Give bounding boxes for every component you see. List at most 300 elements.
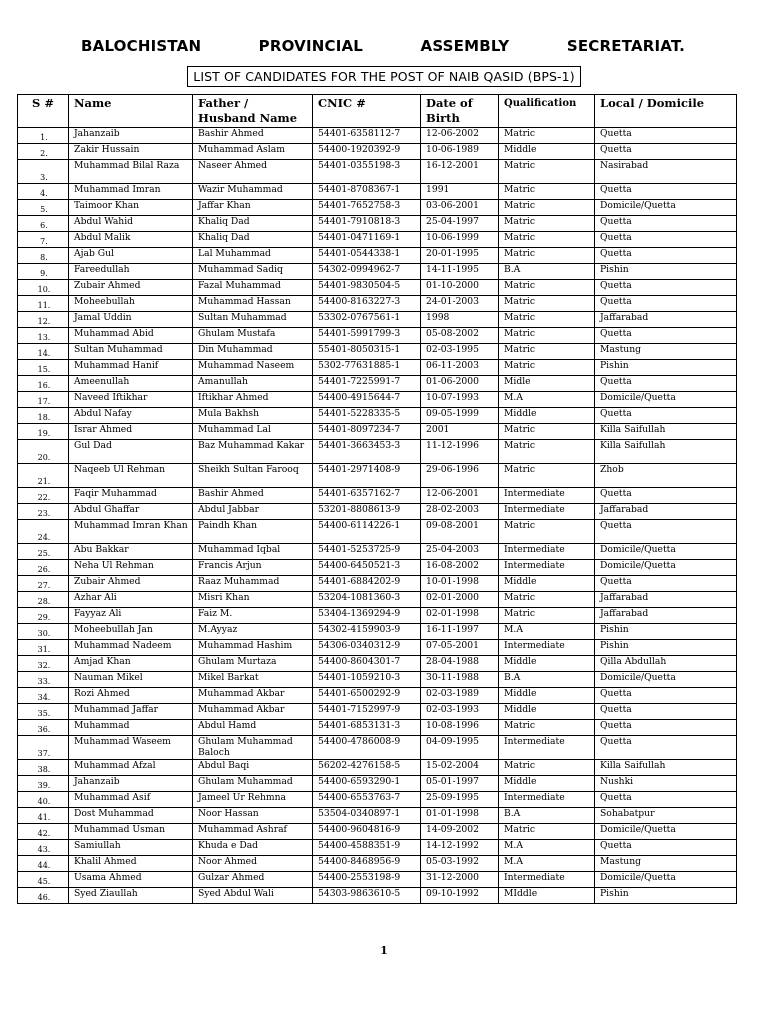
cnic-cell: 54306-0340312-9 — [313, 640, 421, 656]
domicile-cell: Quetta — [595, 488, 737, 504]
table-row — [18, 760, 737, 776]
qualification-cell: M.A — [499, 392, 595, 408]
cnic-cell: 53504-0340897-1 — [313, 808, 421, 824]
table-row — [18, 200, 737, 216]
dob-cell: 16-08-2002 — [421, 560, 499, 576]
serial-number-cell: 40. — [18, 792, 69, 808]
table-row — [18, 464, 737, 488]
serial-number-cell: 16. — [18, 376, 69, 392]
table-row — [18, 328, 737, 344]
father-name-cell: Noor Hassan — [193, 808, 313, 824]
name-cell: Neha Ul Rehman — [69, 560, 193, 576]
name-cell: Abdul Malik — [69, 232, 193, 248]
domicile-cell: Quetta — [595, 144, 737, 160]
serial-number-cell: 24. — [18, 520, 69, 544]
name-cell: Zubair Ahmed — [69, 280, 193, 296]
cnic-cell: 54401-3663453-3 — [313, 440, 421, 464]
table-row — [18, 688, 737, 704]
serial-number-cell: 25. — [18, 544, 69, 560]
domicile-cell: Domicile/Quetta — [595, 824, 737, 840]
cnic-cell: 54303-9863610-5 — [313, 888, 421, 904]
name-cell: Moheebullah Jan — [69, 624, 193, 640]
father-name-cell: Fazal Muhammad — [193, 280, 313, 296]
dob-cell: 1991 — [421, 184, 499, 200]
serial-number-cell: 44. — [18, 856, 69, 872]
name-cell: Amjad Khan — [69, 656, 193, 672]
cnic-cell: 54401-0544338-1 — [313, 248, 421, 264]
father-name-cell: Paindh Khan — [193, 520, 313, 544]
father-name-cell: Bashir Ahmed — [193, 128, 313, 144]
cnic-cell: 54400-4588351-9 — [313, 840, 421, 856]
qualification-cell: Middle — [499, 408, 595, 424]
table-row — [18, 264, 737, 280]
qualification-cell: Intermediate — [499, 640, 595, 656]
dob-cell: 16-11-1997 — [421, 624, 499, 640]
name-cell: Zakir Hussain — [69, 144, 193, 160]
name-cell: Fareedullah — [69, 264, 193, 280]
table-row — [18, 232, 737, 248]
header-domicile: Local / Domicile — [595, 95, 737, 128]
table-row — [18, 640, 737, 656]
name-cell: Azhar Ali — [69, 592, 193, 608]
serial-number-cell: 21. — [18, 464, 69, 488]
domicile-cell: Quetta — [595, 720, 737, 736]
domicile-cell: Domicile/Quetta — [595, 392, 737, 408]
serial-number-cell: 43. — [18, 840, 69, 856]
father-name-cell: M.Ayyaz — [193, 624, 313, 640]
name-cell: Jahanzaib — [69, 128, 193, 144]
father-name-cell: Sheikh Sultan Farooq — [193, 464, 313, 488]
name-cell: Faqir Muhammad — [69, 488, 193, 504]
qualification-cell: Matric — [499, 328, 595, 344]
father-name-cell: Muhammad Hassan — [193, 296, 313, 312]
dob-cell: 14-11-1995 — [421, 264, 499, 280]
domicile-cell: Quetta — [595, 328, 737, 344]
qualification-cell: Middle — [499, 688, 595, 704]
table-header-row — [18, 95, 737, 128]
serial-number-cell: 30. — [18, 624, 69, 640]
domicile-cell: Jaffarabad — [595, 504, 737, 520]
father-name-cell: Muhammad Ashraf — [193, 824, 313, 840]
serial-number-cell: 38. — [18, 760, 69, 776]
qualification-cell: Matric — [499, 592, 595, 608]
cnic-cell: 54400-6553763-7 — [313, 792, 421, 808]
domicile-cell: Quetta — [595, 736, 737, 760]
domicile-cell: Pishin — [595, 264, 737, 280]
cnic-cell: 54401-6358112-7 — [313, 128, 421, 144]
serial-number-cell: 26. — [18, 560, 69, 576]
table-row — [18, 216, 737, 232]
name-cell: Muhammad Afzal — [69, 760, 193, 776]
dob-cell: 25-04-1997 — [421, 216, 499, 232]
name-cell: Muhammad Nadeem — [69, 640, 193, 656]
qualification-cell: M.A — [499, 856, 595, 872]
serial-number-cell: 27. — [18, 576, 69, 592]
qualification-cell: Matric — [499, 160, 595, 184]
cnic-cell: 54400-8604301-7 — [313, 656, 421, 672]
father-name-cell: Raaz Muhammad — [193, 576, 313, 592]
serial-number-cell: 32. — [18, 656, 69, 672]
cnic-cell: 54401-6357162-7 — [313, 488, 421, 504]
dob-cell: 09-05-1999 — [421, 408, 499, 424]
name-cell: Samiullah — [69, 840, 193, 856]
father-name-cell: Wazir Muhammad — [193, 184, 313, 200]
domicile-cell: Nushki — [595, 776, 737, 792]
qualification-cell: Matric — [499, 312, 595, 328]
serial-number-cell: 35. — [18, 704, 69, 720]
dob-cell: 12-06-2002 — [421, 128, 499, 144]
domicile-cell: Pishin — [595, 888, 737, 904]
serial-number-cell: 15. — [18, 360, 69, 376]
domicile-cell: Pishin — [595, 640, 737, 656]
father-name-cell: Abdul Hamd — [193, 720, 313, 736]
cnic-cell: 54401-6500292-9 — [313, 688, 421, 704]
header-qualification: Qualification — [499, 95, 595, 128]
qualification-cell: Middle — [499, 656, 595, 672]
table-row — [18, 280, 737, 296]
qualification-cell: M.A — [499, 624, 595, 640]
dob-cell: 30-11-1988 — [421, 672, 499, 688]
qualification-cell: Matric — [499, 608, 595, 624]
name-cell: Jahanzaib — [69, 776, 193, 792]
cnic-cell: 56202-4276158-5 — [313, 760, 421, 776]
table-row — [18, 392, 737, 408]
dob-cell: 24-01-2003 — [421, 296, 499, 312]
dob-cell: 05-03-1992 — [421, 856, 499, 872]
dob-cell: 29-06-1996 — [421, 464, 499, 488]
domicile-cell: Quetta — [595, 792, 737, 808]
father-name-cell: Mula Bakhsh — [193, 408, 313, 424]
table-row — [18, 888, 737, 904]
table-row — [18, 424, 737, 440]
dob-cell: 05-01-1997 — [421, 776, 499, 792]
serial-number-cell: 29. — [18, 608, 69, 624]
cnic-cell: 54401-7152997-9 — [313, 704, 421, 720]
domicile-cell: Killa Saifullah — [595, 440, 737, 464]
name-cell: Usama Ahmed — [69, 872, 193, 888]
serial-number-cell: 18. — [18, 408, 69, 424]
domicile-cell: Domicile/Quetta — [595, 872, 737, 888]
qualification-cell: Matric — [499, 440, 595, 464]
serial-number-cell: 14. — [18, 344, 69, 360]
qualification-cell: Midle — [499, 376, 595, 392]
cnic-cell: 54401-6853131-3 — [313, 720, 421, 736]
serial-number-cell: 20. — [18, 440, 69, 464]
name-cell: Taimoor Khan — [69, 200, 193, 216]
father-name-cell: Amanullah — [193, 376, 313, 392]
qualification-cell: Intermediate — [499, 736, 595, 760]
domicile-cell: Pishin — [595, 360, 737, 376]
table-body — [18, 128, 737, 904]
dob-cell: 15-02-2004 — [421, 760, 499, 776]
father-name-cell: Bashir Ahmed — [193, 488, 313, 504]
domicile-cell: Quetta — [595, 280, 737, 296]
table-row — [18, 408, 737, 424]
serial-number-cell: 10. — [18, 280, 69, 296]
qualification-cell: Matric — [499, 232, 595, 248]
table-row — [18, 672, 737, 688]
cnic-cell: 54401-6884202-9 — [313, 576, 421, 592]
serial-number-cell: 34. — [18, 688, 69, 704]
dob-cell: 02-03-1989 — [421, 688, 499, 704]
domicile-cell: Zhob — [595, 464, 737, 488]
domicile-cell: Quetta — [595, 232, 737, 248]
domicile-cell: Jaffarabad — [595, 592, 737, 608]
table-row — [18, 576, 737, 592]
serial-number-cell: 31. — [18, 640, 69, 656]
qualification-cell: Matric — [499, 520, 595, 544]
name-cell: Khalil Ahmed — [69, 856, 193, 872]
document-title: BALOCHISTAN PROVINCIAL ASSEMBLY SECRETARIAT. — [81, 37, 685, 55]
table-row — [18, 560, 737, 576]
qualification-cell: Middle — [499, 704, 595, 720]
table-row — [18, 440, 737, 464]
dob-cell: 02-03-1993 — [421, 704, 499, 720]
name-cell: Ameenullah — [69, 376, 193, 392]
qualification-cell: B.A — [499, 672, 595, 688]
serial-number-cell: 19. — [18, 424, 69, 440]
father-name-cell: Francis Arjun — [193, 560, 313, 576]
serial-number-cell: 46. — [18, 888, 69, 904]
table-row — [18, 296, 737, 312]
serial-number-cell: 7. — [18, 232, 69, 248]
serial-number-cell: 13. — [18, 328, 69, 344]
dob-cell: 03-06-2001 — [421, 200, 499, 216]
father-name-cell: Noor Ahmed — [193, 856, 313, 872]
subtitle-box: LIST OF CANDIDATES FOR THE POST OF NAIB QASID (BPS-1) — [187, 66, 580, 87]
father-name-cell: Muhammad Iqbal — [193, 544, 313, 560]
dob-cell: 14-09-2002 — [421, 824, 499, 840]
table-row — [18, 248, 737, 264]
cnic-cell: 54401-7652758-3 — [313, 200, 421, 216]
father-name-cell: Faiz M. — [193, 608, 313, 624]
table-row — [18, 872, 737, 888]
header-sno: S # — [18, 95, 69, 128]
qualification-cell: Intermediate — [499, 488, 595, 504]
serial-number-cell: 12. — [18, 312, 69, 328]
father-name-cell: Ghulam Muhammad — [193, 776, 313, 792]
name-cell: Muhammad Hanif — [69, 360, 193, 376]
domicile-cell: Quetta — [595, 840, 737, 856]
cnic-cell: 54401-5253725-9 — [313, 544, 421, 560]
table-row — [18, 312, 737, 328]
dob-cell: 10-01-1998 — [421, 576, 499, 592]
serial-number-cell: 39. — [18, 776, 69, 792]
table-row — [18, 840, 737, 856]
cnic-cell: 54400-8163227-3 — [313, 296, 421, 312]
serial-number-cell: 22. — [18, 488, 69, 504]
cnic-cell: 54401-8708367-1 — [313, 184, 421, 200]
dob-cell: 10-08-1996 — [421, 720, 499, 736]
domicile-cell: Quetta — [595, 408, 737, 424]
qualification-cell: Matric — [499, 216, 595, 232]
domicile-cell: Killa Saifullah — [595, 424, 737, 440]
domicile-cell: Jaffarabad — [595, 312, 737, 328]
dob-cell: 09-10-1992 — [421, 888, 499, 904]
dob-cell: 31-12-2000 — [421, 872, 499, 888]
domicile-cell: Quetta — [595, 376, 737, 392]
qualification-cell: Middle — [499, 144, 595, 160]
serial-number-cell: 42. — [18, 824, 69, 840]
name-cell: Muhammad Imran Khan — [69, 520, 193, 544]
qualification-cell: B.A — [499, 264, 595, 280]
serial-number-cell: 17. — [18, 392, 69, 408]
domicile-cell: Quetta — [595, 688, 737, 704]
father-name-cell: Syed Abdul Wali — [193, 888, 313, 904]
qualification-cell: Matric — [499, 720, 595, 736]
dob-cell: 05-08-2002 — [421, 328, 499, 344]
father-name-cell: Sultan Muhammad — [193, 312, 313, 328]
domicile-cell: Sohabatpur — [595, 808, 737, 824]
qualification-cell: Matric — [499, 464, 595, 488]
cnic-cell: 53204-1081360-3 — [313, 592, 421, 608]
qualification-cell: Matric — [499, 184, 595, 200]
name-cell: Moheebullah — [69, 296, 193, 312]
father-name-cell: Mikel Barkat — [193, 672, 313, 688]
serial-number-cell: 28. — [18, 592, 69, 608]
name-cell: Fayyaz Ali — [69, 608, 193, 624]
domicile-cell: Domicile/Quetta — [595, 200, 737, 216]
cnic-cell: 54400-4786008-9 — [313, 736, 421, 760]
domicile-cell: Quetta — [595, 248, 737, 264]
serial-number-cell: 1. — [18, 128, 69, 144]
page-number: 1 — [380, 944, 388, 957]
name-cell: Naqeeb Ul Rehman — [69, 464, 193, 488]
name-cell: Muhammad Bilal Raza — [69, 160, 193, 184]
name-cell: Muhammad Imran — [69, 184, 193, 200]
table-row — [18, 704, 737, 720]
dob-cell: 10-07-1993 — [421, 392, 499, 408]
dob-cell: 10-06-1989 — [421, 144, 499, 160]
father-name-cell: Ghulam Mustafa — [193, 328, 313, 344]
qualification-cell: Matric — [499, 248, 595, 264]
domicile-cell: Qilla Abdullah — [595, 656, 737, 672]
father-name-cell: Ghulam Murtaza — [193, 656, 313, 672]
dob-cell: 12-06-2001 — [421, 488, 499, 504]
cnic-cell: 54401-9830504-5 — [313, 280, 421, 296]
dob-cell: 20-01-1995 — [421, 248, 499, 264]
name-cell: Israr Ahmed — [69, 424, 193, 440]
name-cell: Syed Ziaullah — [69, 888, 193, 904]
name-cell: Muhammad Asif — [69, 792, 193, 808]
cnic-cell: 54401-8097234-7 — [313, 424, 421, 440]
serial-number-cell: 5. — [18, 200, 69, 216]
serial-number-cell: 37. — [18, 736, 69, 760]
header-cnic: CNIC # — [313, 95, 421, 128]
serial-number-cell: 36. — [18, 720, 69, 736]
table-row — [18, 544, 737, 560]
domicile-cell: Nasirabad — [595, 160, 737, 184]
name-cell: Muhammad Jaffar — [69, 704, 193, 720]
dob-cell: 25-09-1995 — [421, 792, 499, 808]
qualification-cell: Intermediate — [499, 544, 595, 560]
father-name-cell: Khaliq Dad — [193, 232, 313, 248]
table-row — [18, 488, 737, 504]
cnic-cell: 55401-8050315-1 — [313, 344, 421, 360]
qualification-cell: Middle — [499, 576, 595, 592]
serial-number-cell: 45. — [18, 872, 69, 888]
dob-cell: 11-12-1996 — [421, 440, 499, 464]
father-name-cell: Khuda e Dad — [193, 840, 313, 856]
name-cell: Abdul Nafay — [69, 408, 193, 424]
dob-cell: 16-12-2001 — [421, 160, 499, 184]
father-name-cell: Gulzar Ahmed — [193, 872, 313, 888]
name-cell: Gul Dad — [69, 440, 193, 464]
name-cell: Abu Bakkar — [69, 544, 193, 560]
table-row — [18, 608, 737, 624]
serial-number-cell: 33. — [18, 672, 69, 688]
qualification-cell: M.A — [499, 840, 595, 856]
name-cell: Nauman Mikel — [69, 672, 193, 688]
dob-cell: 09-08-2001 — [421, 520, 499, 544]
qualification-cell: Intermediate — [499, 560, 595, 576]
qualification-cell: Intermediate — [499, 872, 595, 888]
name-cell: Muhammad — [69, 720, 193, 736]
father-name-cell: Lal Muhammad — [193, 248, 313, 264]
qualification-cell: Matric — [499, 824, 595, 840]
table-row — [18, 344, 737, 360]
serial-number-cell: 9. — [18, 264, 69, 280]
father-name-cell: Naseer Ahmed — [193, 160, 313, 184]
dob-cell: 02-03-1995 — [421, 344, 499, 360]
table-row — [18, 720, 737, 736]
serial-number-cell: 4. — [18, 184, 69, 200]
name-cell: Muhammad Waseem — [69, 736, 193, 760]
cnic-cell: 54401-1059210-3 — [313, 672, 421, 688]
table-row — [18, 656, 737, 672]
dob-cell: 01-10-2000 — [421, 280, 499, 296]
qualification-cell: Matric — [499, 360, 595, 376]
domicile-cell: Mastung — [595, 856, 737, 872]
cnic-cell: 54302-0994962-7 — [313, 264, 421, 280]
header-date-of-birth: Date of Birth — [421, 95, 499, 128]
name-cell: Zubair Ahmed — [69, 576, 193, 592]
qualification-cell: Matric — [499, 200, 595, 216]
table-row — [18, 808, 737, 824]
domicile-cell: Quetta — [595, 296, 737, 312]
serial-number-cell: 41. — [18, 808, 69, 824]
qualification-cell: Matric — [499, 280, 595, 296]
serial-number-cell: 11. — [18, 296, 69, 312]
cnic-cell: 54400-2553198-9 — [313, 872, 421, 888]
cnic-cell: 54401-0471169-1 — [313, 232, 421, 248]
name-cell: Ajab Gul — [69, 248, 193, 264]
cnic-cell: 53302-0767561-1 — [313, 312, 421, 328]
cnic-cell: 54400-9604816-9 — [313, 824, 421, 840]
father-name-cell: Muhammad Sadiq — [193, 264, 313, 280]
cnic-cell: 54401-7910818-3 — [313, 216, 421, 232]
dob-cell: 1998 — [421, 312, 499, 328]
table-row — [18, 360, 737, 376]
cnic-cell: 54401-0355198-3 — [313, 160, 421, 184]
table-row — [18, 792, 737, 808]
cnic-cell: 54400-6450521-3 — [313, 560, 421, 576]
father-name-cell: Jaffar Khan — [193, 200, 313, 216]
qualification-cell: MIddle — [499, 888, 595, 904]
father-name-cell: Muhammad Akbar — [193, 688, 313, 704]
qualification-cell: Matric — [499, 296, 595, 312]
header-name: Name — [69, 95, 193, 128]
name-cell: Muhammad Abid — [69, 328, 193, 344]
serial-number-cell: 8. — [18, 248, 69, 264]
table-row — [18, 520, 737, 544]
serial-number-cell: 23. — [18, 504, 69, 520]
qualification-cell: B.A — [499, 808, 595, 824]
serial-number-cell: 3. — [18, 160, 69, 184]
table-row — [18, 856, 737, 872]
dob-cell: 2001 — [421, 424, 499, 440]
cnic-cell: 54401-5228335-5 — [313, 408, 421, 424]
